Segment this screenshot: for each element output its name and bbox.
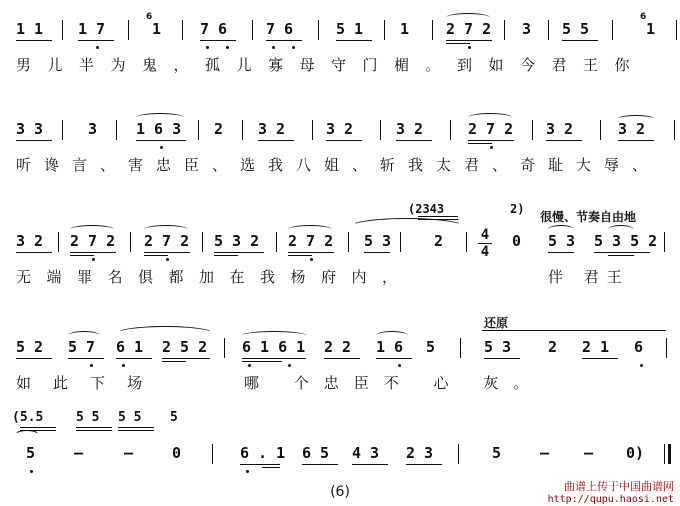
staff-2-notes <box>0 120 680 142</box>
note-group: 3 <box>522 20 532 38</box>
beam <box>118 430 154 431</box>
note-group: 6 <box>634 338 644 356</box>
note-group: 6 5 <box>302 444 330 462</box>
beam <box>326 140 362 141</box>
beam <box>162 361 186 362</box>
beam <box>594 252 650 253</box>
note-group: 2 <box>434 232 444 250</box>
page-number: (6) <box>330 484 350 500</box>
note-group: 5 <box>426 338 436 356</box>
note-group: 0) <box>626 444 645 462</box>
barline <box>116 120 117 140</box>
barline <box>460 338 461 358</box>
beam <box>484 358 520 359</box>
barline <box>62 120 63 140</box>
barline <box>62 20 63 40</box>
long-slur <box>116 326 214 341</box>
beam <box>582 358 618 359</box>
note-group: 1 <box>400 20 410 38</box>
slur <box>618 115 654 122</box>
barline <box>202 232 203 252</box>
beam <box>562 40 598 41</box>
barline <box>58 232 59 252</box>
barline <box>664 232 665 252</box>
beam <box>546 140 582 141</box>
octave-dot <box>92 258 95 261</box>
beam <box>144 252 190 253</box>
final-barline-thick <box>668 444 671 464</box>
barline <box>384 20 385 40</box>
restore-rule <box>482 330 666 331</box>
barline <box>504 20 505 40</box>
barline <box>252 20 253 40</box>
octave-dot <box>272 46 275 49</box>
slur <box>14 430 40 441</box>
note-group: 7 6 <box>200 20 228 38</box>
barline <box>612 20 613 40</box>
note-group: 2 7 2 <box>144 232 190 250</box>
note-group: 3 3 <box>16 120 44 138</box>
beam <box>548 252 574 253</box>
barline <box>400 232 401 252</box>
note-group: 5 5 <box>76 410 100 425</box>
octave-dot <box>288 364 291 367</box>
beam <box>258 140 294 141</box>
note-group: 5 2 <box>16 338 44 356</box>
note-group: 3 2 <box>546 120 574 138</box>
octave-dot <box>490 146 493 149</box>
note-group: 3 2 <box>326 120 354 138</box>
staff-1-notes <box>0 12 680 42</box>
note-group: 1 6 <box>376 338 404 356</box>
beam <box>406 464 442 465</box>
slur <box>468 113 512 122</box>
beam <box>214 252 264 253</box>
beam <box>396 140 432 141</box>
beam <box>336 40 372 41</box>
note-group: 2 <box>548 338 558 356</box>
octave-dot <box>206 46 209 49</box>
slur <box>608 225 634 234</box>
octave-dot <box>160 146 163 149</box>
final-barline-thin <box>664 444 665 464</box>
octave-dot <box>292 46 295 49</box>
barline <box>212 444 213 464</box>
watermark-title: 曲谱上传于中国曲谱网 <box>564 480 674 493</box>
barline <box>458 444 459 464</box>
beam <box>136 140 186 141</box>
beam <box>288 252 334 253</box>
barline <box>666 338 667 358</box>
note-group: 5 1 <box>336 20 364 38</box>
beam <box>16 252 52 253</box>
staff-3-lyric-a: 无端罪名俱都加在我杨府内， <box>16 268 413 286</box>
note-group: 2 7 2 <box>288 232 334 250</box>
beam <box>468 140 514 141</box>
beam <box>324 358 360 359</box>
barline <box>450 120 451 140</box>
octave-dot <box>226 46 229 49</box>
barline <box>242 120 243 140</box>
beam <box>70 255 94 256</box>
slur <box>144 225 188 234</box>
octave-dot <box>398 364 401 367</box>
beam <box>262 467 280 468</box>
barline <box>224 338 225 358</box>
beam <box>302 464 338 465</box>
note-group: 1 7 <box>78 20 106 38</box>
restore-marking: 还原 <box>484 316 509 330</box>
note-group: 5 <box>170 410 178 425</box>
beam <box>200 40 236 41</box>
note-group: 2 1 <box>582 338 610 356</box>
note-group: 5 3 <box>484 338 512 356</box>
barline <box>182 20 183 40</box>
note-group: 2 5 2 <box>162 338 208 356</box>
staff-3-notes <box>0 227 680 260</box>
beam <box>288 255 312 256</box>
beam <box>76 430 112 431</box>
beam <box>468 143 492 144</box>
octave-dot <box>90 364 93 367</box>
note-group: 0 <box>172 444 182 462</box>
barline <box>674 120 675 140</box>
note-group: 2 <box>214 120 224 138</box>
note-group: 5 3 <box>548 232 576 250</box>
barline <box>348 232 349 252</box>
barline <box>380 120 381 140</box>
note-group: 1 1 <box>16 20 44 38</box>
beam <box>364 252 390 253</box>
note-group: 6 1 <box>116 338 144 356</box>
note-group: 2 7 2 <box>446 20 492 38</box>
note-group: 7 6 <box>266 20 294 38</box>
intro-bracket: (2343 <box>408 202 445 216</box>
beam <box>16 40 52 41</box>
slur <box>70 225 114 234</box>
beam <box>162 358 210 359</box>
note-group: 5 5 <box>118 410 142 425</box>
octave-dot <box>640 364 643 367</box>
note-group: (5.5 <box>12 410 44 425</box>
barline <box>600 120 601 140</box>
slur <box>136 113 184 122</box>
octave-dot <box>248 364 251 367</box>
note-group: 5 <box>26 444 36 462</box>
octave-dot <box>30 470 33 473</box>
barline <box>548 20 549 40</box>
beam <box>242 361 282 362</box>
beam <box>446 40 492 41</box>
grace-note: 6 <box>640 12 647 22</box>
beam <box>376 358 412 359</box>
note-group: 2 7 2 <box>70 232 116 250</box>
beam <box>418 216 458 217</box>
note-group: – <box>124 444 134 462</box>
octave-dot <box>122 364 125 367</box>
intro-bracket-end: 2) <box>510 202 525 216</box>
note-group: 4 3 <box>352 444 380 462</box>
note-group: 3 2 <box>16 232 44 250</box>
beam <box>266 40 302 41</box>
octave-dot <box>246 470 249 473</box>
barline <box>676 20 677 40</box>
note-group: 3 <box>88 120 98 138</box>
note-group: 5 5 <box>562 20 590 38</box>
tempo-marking: 很慢、节奏自由地 <box>540 210 637 224</box>
beam <box>118 427 154 428</box>
slur <box>376 331 408 340</box>
staff-1-lyric: 男儿半为鬼，孤儿寡母守门楣。到如今君王你 <box>16 56 647 74</box>
note-group: 5 <box>492 444 502 462</box>
beam <box>16 358 52 359</box>
barline <box>128 20 129 40</box>
note-group: 2 2 <box>324 338 352 356</box>
time-signature-bottom: 4 <box>480 244 490 260</box>
time-signature <box>478 228 492 259</box>
note-group: 1 <box>152 20 162 38</box>
beam <box>214 255 238 256</box>
note-group: 5 3 2 <box>214 232 260 250</box>
note-group: 5 3 5 2 <box>594 232 658 250</box>
staff-3-lyric-b: 伴 君王 <box>548 268 630 286</box>
note-group: 3 2 <box>258 120 286 138</box>
beam <box>68 358 104 359</box>
slur <box>288 225 332 234</box>
note-group: 5 7 <box>68 338 96 356</box>
note-group: – <box>74 444 84 462</box>
barline <box>432 20 433 40</box>
note-group: 3 2 <box>396 120 424 138</box>
beam <box>20 427 56 428</box>
note-group: – <box>540 444 550 462</box>
octave-dot <box>468 46 471 49</box>
barline <box>130 232 131 252</box>
note-group: 2 3 <box>406 444 434 462</box>
octave-dot <box>310 258 313 261</box>
barline <box>466 232 467 252</box>
note-group: 3 2 <box>618 120 646 138</box>
beam <box>70 252 116 253</box>
barline <box>312 120 313 140</box>
note-group: 0 <box>512 232 522 250</box>
grace-note: 6 <box>146 12 153 22</box>
beam <box>242 358 306 359</box>
beam <box>240 464 280 465</box>
slur <box>446 13 490 22</box>
note-group: 6 . 1 <box>240 444 286 462</box>
note-group: 6 1 6 1 <box>242 338 306 356</box>
staff-4-lyric-a: 如此下场 <box>16 374 165 392</box>
time-signature-top: 4 <box>480 227 490 243</box>
note-group: 5 3 <box>364 232 392 250</box>
beam <box>144 255 168 256</box>
staff-5-notes <box>0 444 680 466</box>
octave-dot <box>166 258 169 261</box>
beam <box>618 140 654 141</box>
barline <box>318 20 319 40</box>
slur <box>242 331 306 340</box>
octave-dot <box>96 46 99 49</box>
watermark-url: http://qupu.haosi.net <box>547 494 674 505</box>
beam <box>76 427 112 428</box>
staff-4-lyric-b: 哪 个忠臣不 心 灰。 <box>244 374 544 392</box>
beam <box>608 255 634 256</box>
note-group: 2 7 2 <box>468 120 514 138</box>
barline <box>532 120 533 140</box>
note-group: 1 6 3 <box>136 120 182 138</box>
beam <box>78 40 114 41</box>
note-group: – <box>584 444 594 462</box>
watermark <box>548 480 674 506</box>
barline <box>276 232 277 252</box>
staff-2-lyric: 听谗言、害忠臣、选我八姐、斩我太君、奇耻大辱、 <box>16 156 661 174</box>
beam <box>446 43 470 44</box>
note-group: 1 <box>646 20 656 38</box>
beam <box>116 358 152 359</box>
staff-4-notes <box>0 338 680 360</box>
long-slur <box>350 218 464 235</box>
beam <box>352 464 388 465</box>
slur <box>68 331 100 340</box>
slur <box>548 225 574 234</box>
beam <box>16 140 52 141</box>
staff-5-upper <box>0 410 680 432</box>
barline <box>198 120 199 140</box>
